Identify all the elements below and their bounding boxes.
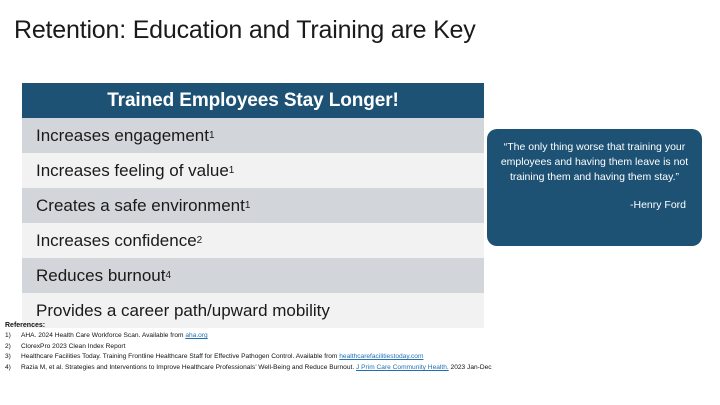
list-item-label: Creates a safe environment xyxy=(36,195,245,215)
reference-text-pre: AHA. 2024 Health Care Workforce Scan. Available from xyxy=(21,332,186,339)
reference-item xyxy=(5,363,545,374)
quote-callout xyxy=(487,129,702,246)
list-item: Reduces burnout 4 xyxy=(22,258,484,293)
trained-employees-card xyxy=(22,83,484,328)
quote-text: “The only thing worse that training your employees and having them leave is not training them and having them stay.” xyxy=(500,141,689,184)
list-item-label: Increases engagement xyxy=(36,125,209,145)
reference-number: 1) xyxy=(5,332,11,339)
list-item: Increases feeling of value 1 xyxy=(22,153,484,188)
reference-text-pre: ClorexPro 2023 Clean Index Report xyxy=(21,342,126,350)
references-list xyxy=(5,331,545,374)
reference-number: 4) xyxy=(5,364,11,372)
reference-item xyxy=(5,342,545,353)
list-item-label: Increases feeling of value xyxy=(36,160,229,180)
reference-text xyxy=(21,363,545,374)
reference-link[interactable]: aha.org xyxy=(185,332,208,339)
reference-link[interactable]: healthcarefacilitiestoday.com xyxy=(339,353,424,361)
card-header: Trained Employees Stay Longer! xyxy=(22,83,484,118)
list-item-label: Increases confidence xyxy=(36,230,197,250)
reference-text-pre: Razia M, et al. Strategies and Interventions to Improve Healthcare Professionals’ Well-Being and Reduce Burnout. xyxy=(21,364,356,372)
reference-text-post: 2023 Jan-Dec xyxy=(448,364,492,372)
reference-text-pre: Healthcare Facilities Today. Training Frontline Healthcare Staff for Effective Pathogen Control. Available from xyxy=(21,353,340,361)
list-item-label: Reduces burnout xyxy=(36,265,166,285)
references-section xyxy=(5,322,545,374)
reference-number: 3) xyxy=(5,353,11,361)
list-item-label: Provides a career path/upward mobility xyxy=(36,300,330,320)
references-title: References: xyxy=(5,322,46,329)
reference-item xyxy=(5,331,545,342)
quote-attribution: -Henry Ford xyxy=(629,198,686,211)
reference-link[interactable]: J Prim Care Community Health. xyxy=(356,364,449,372)
reference-text xyxy=(21,331,545,342)
reference-text xyxy=(21,352,545,363)
page-title: Retention: Education and Training are Key xyxy=(14,16,476,44)
reference-text xyxy=(21,342,545,353)
list-item: Creates a safe environment 1 xyxy=(22,188,484,223)
list-item: Increases confidence 2 xyxy=(22,223,484,258)
reference-item xyxy=(5,352,545,363)
list-item: Increases engagement 1 xyxy=(22,118,484,153)
reference-number: 2) xyxy=(5,342,11,350)
